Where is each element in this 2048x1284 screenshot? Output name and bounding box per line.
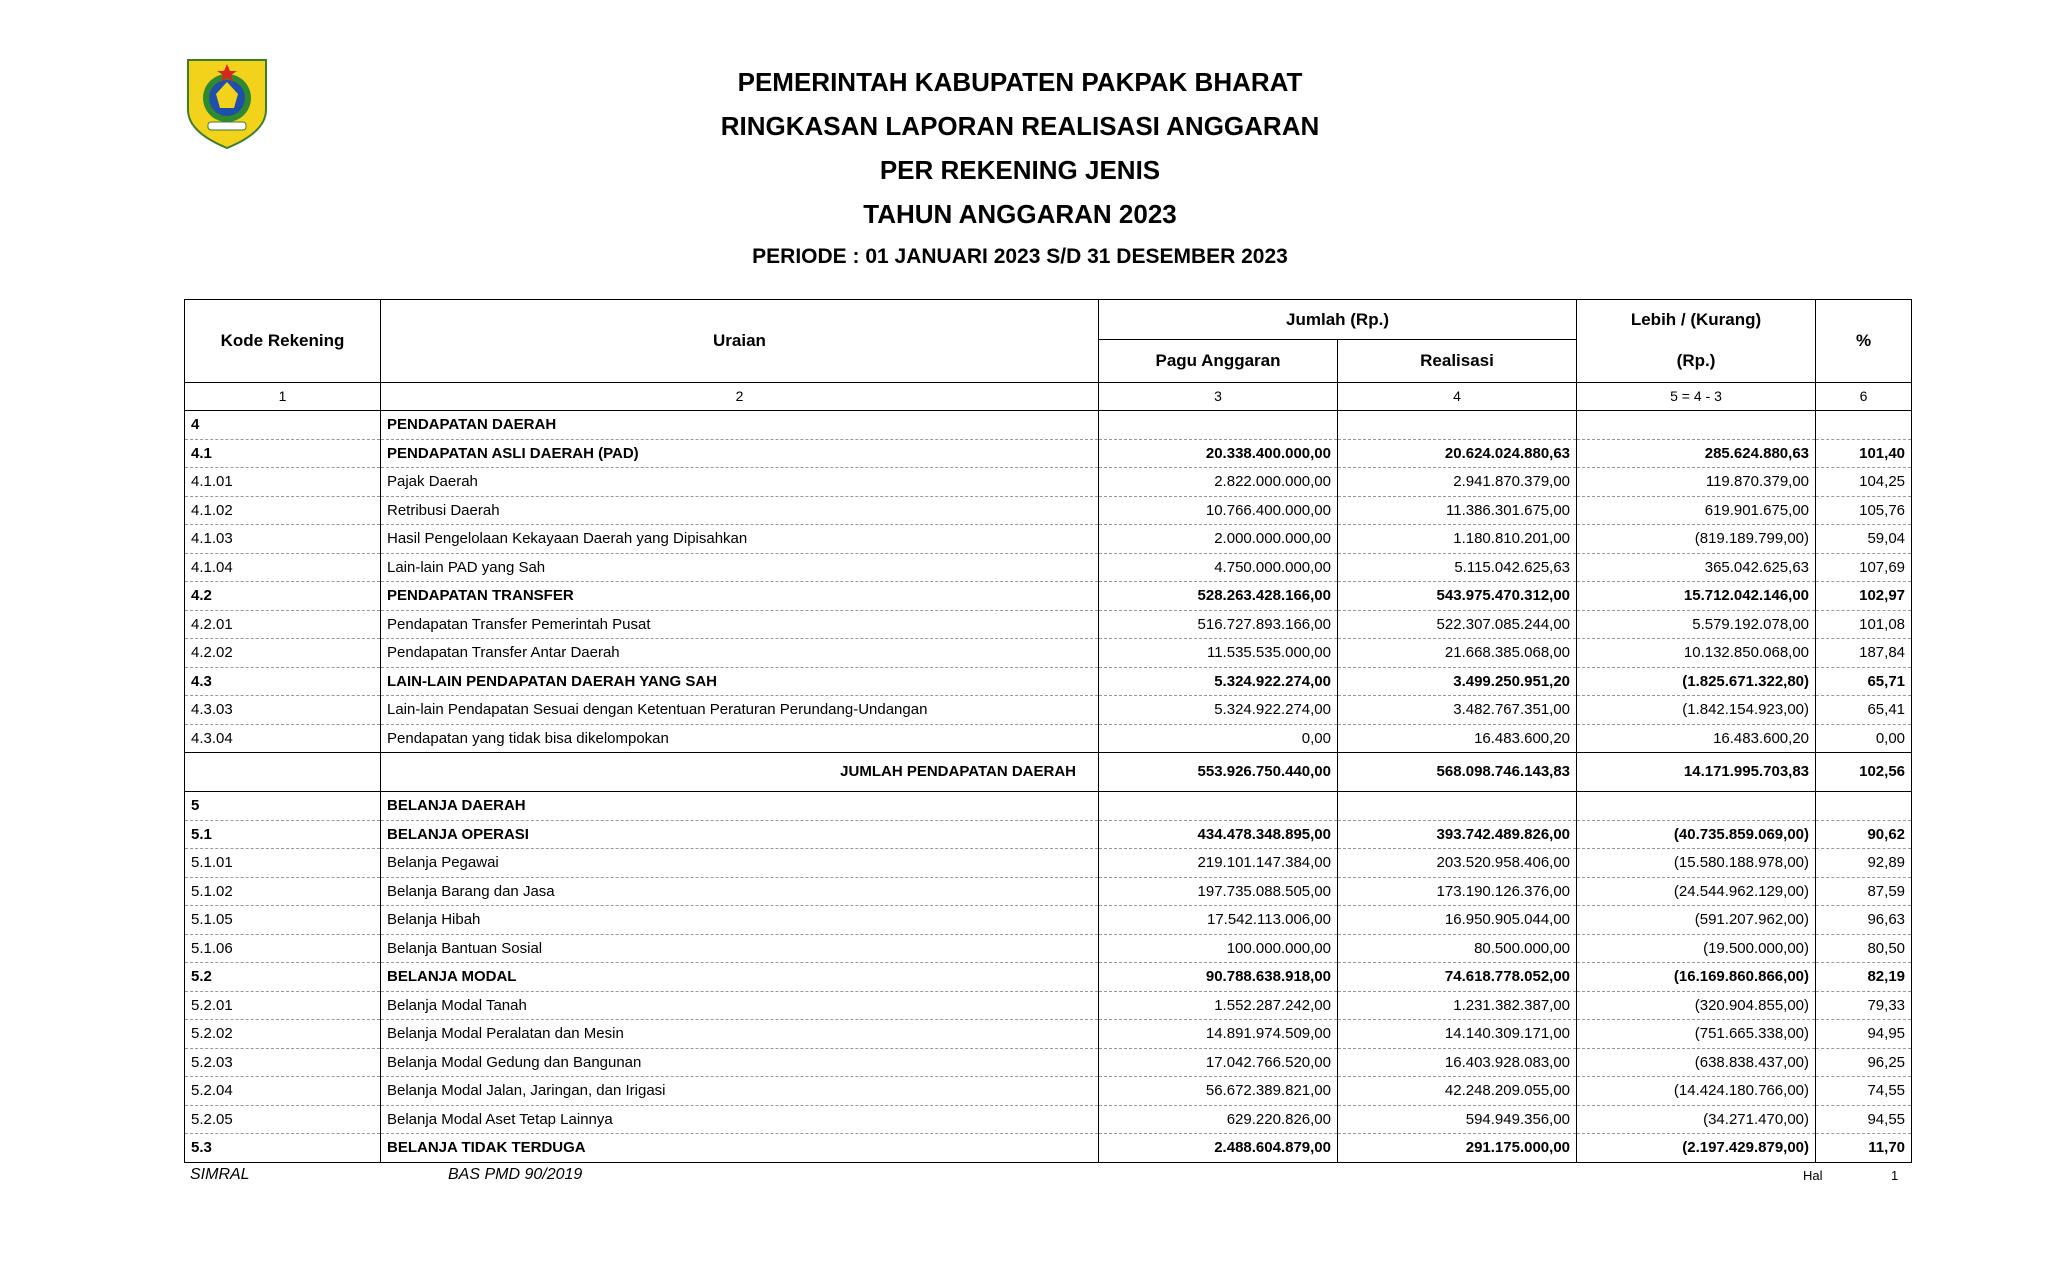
cell-kode: 4.1.02	[185, 496, 381, 525]
cell-kode: 5	[185, 792, 381, 821]
table-row	[185, 877, 1912, 906]
header-pagu-anggaran: Pagu Anggaran	[1099, 340, 1338, 383]
cell-kode: 4.3	[185, 667, 381, 696]
footer-page-label: Hal	[1803, 1168, 1823, 1183]
cell-selisih: (819.189.799,00)	[1577, 525, 1816, 554]
cell-uraian: JUMLAH PENDAPATAN DAERAH	[381, 753, 1099, 792]
cell-pagu: 17.042.766.520,00	[1099, 1048, 1338, 1077]
table-row	[185, 439, 1912, 468]
cell-realisasi: 1.231.382.387,00	[1338, 991, 1577, 1020]
cell-selisih: (2.197.429.879,00)	[1577, 1134, 1816, 1163]
cell-pagu: 90.788.638.918,00	[1099, 963, 1338, 992]
cell-uraian: Belanja Modal Gedung dan Bangunan	[381, 1048, 1099, 1077]
cell-uraian: Pajak Daerah	[381, 468, 1099, 497]
cell-kode: 5.2.02	[185, 1020, 381, 1049]
cell-persen: 11,70	[1816, 1134, 1912, 1163]
cell-uraian: BELANJA TIDAK TERDUGA	[381, 1134, 1099, 1163]
cell-realisasi: 21.668.385.068,00	[1338, 639, 1577, 668]
cell-kode: 5.1.05	[185, 906, 381, 935]
cell-selisih: (16.169.860.866,00)	[1577, 963, 1816, 992]
cell-uraian: PENDAPATAN ASLI DAERAH (PAD)	[381, 439, 1099, 468]
header-rp: (Rp.)	[1577, 340, 1816, 383]
cell-uraian: Belanja Modal Tanah	[381, 991, 1099, 1020]
cell-persen: 96,25	[1816, 1048, 1912, 1077]
colnum-2: 2	[381, 383, 1099, 411]
cell-realisasi: 543.975.470.312,00	[1338, 582, 1577, 611]
cell-selisih: 10.132.850.068,00	[1577, 639, 1816, 668]
total-row	[185, 753, 1912, 792]
cell-selisih: (1.825.671.322,80)	[1577, 667, 1816, 696]
cell-uraian: PENDAPATAN DAERAH	[381, 411, 1099, 440]
cell-uraian: BELANJA MODAL	[381, 963, 1099, 992]
colnum-5: 5 = 4 - 3	[1577, 383, 1816, 411]
cell-persen: 102,97	[1816, 582, 1912, 611]
cell-realisasi: 1.180.810.201,00	[1338, 525, 1577, 554]
cell-pagu: 4.750.000.000,00	[1099, 553, 1338, 582]
cell-realisasi: 2.941.870.379,00	[1338, 468, 1577, 497]
cell-selisih: 619.901.675,00	[1577, 496, 1816, 525]
table-row	[185, 963, 1912, 992]
table-row	[185, 639, 1912, 668]
cell-selisih	[1577, 411, 1816, 440]
cell-realisasi: 80.500.000,00	[1338, 934, 1577, 963]
cell-selisih	[1577, 792, 1816, 821]
cell-uraian: Retribusi Daerah	[381, 496, 1099, 525]
cell-realisasi: 522.307.085.244,00	[1338, 610, 1577, 639]
table-row	[185, 496, 1912, 525]
cell-persen: 94,95	[1816, 1020, 1912, 1049]
cell-pagu: 528.263.428.166,00	[1099, 582, 1338, 611]
table-row	[185, 468, 1912, 497]
cell-pagu: 0,00	[1099, 724, 1338, 753]
cell-uraian: Belanja Barang dan Jasa	[381, 877, 1099, 906]
cell-uraian: LAIN-LAIN PENDAPATAN DAERAH YANG SAH	[381, 667, 1099, 696]
table-body	[185, 411, 1912, 1163]
cell-persen: 59,04	[1816, 525, 1912, 554]
cell-pagu: 2.000.000.000,00	[1099, 525, 1338, 554]
cell-persen: 87,59	[1816, 877, 1912, 906]
cell-persen: 92,89	[1816, 849, 1912, 878]
header-lebih-kurang: Lebih / (Kurang)	[1577, 300, 1816, 340]
cell-pagu: 11.535.535.000,00	[1099, 639, 1338, 668]
cell-persen: 187,84	[1816, 639, 1912, 668]
cell-uraian: Pendapatan Transfer Pemerintah Pusat	[381, 610, 1099, 639]
cell-uraian: Belanja Pegawai	[381, 849, 1099, 878]
cell-realisasi: 594.949.356,00	[1338, 1105, 1577, 1134]
cell-persen: 80,50	[1816, 934, 1912, 963]
table-row	[185, 582, 1912, 611]
table-row	[185, 1134, 1912, 1163]
report-title-fiscal-year: TAHUN ANGGARAN 2023	[863, 199, 1177, 229]
cell-uraian: Hasil Pengelolaan Kekayaan Daerah yang Dipisahkan	[381, 525, 1099, 554]
footer-page-number: 1	[1891, 1168, 1899, 1183]
cell-kode: 5.2.04	[185, 1077, 381, 1106]
cell-uraian: Pendapatan Transfer Antar Daerah	[381, 639, 1099, 668]
cell-pagu: 56.672.389.821,00	[1099, 1077, 1338, 1106]
cell-kode: 4	[185, 411, 381, 440]
footer-regulation: BAS PMD 90/2019	[448, 1166, 583, 1183]
cell-pagu: 10.766.400.000,00	[1099, 496, 1338, 525]
cell-realisasi	[1338, 792, 1577, 821]
cell-realisasi: 16.403.928.083,00	[1338, 1048, 1577, 1077]
budget-realization-table	[184, 299, 1912, 1163]
cell-pagu: 553.926.750.440,00	[1099, 753, 1338, 792]
header-uraian: Uraian	[381, 300, 1099, 383]
cell-pagu: 197.735.088.505,00	[1099, 877, 1338, 906]
cell-kode: 5.2.01	[185, 991, 381, 1020]
table-row	[185, 1048, 1912, 1077]
cell-persen: 105,76	[1816, 496, 1912, 525]
cell-kode: 4.1.04	[185, 553, 381, 582]
cell-selisih: (24.544.962.129,00)	[1577, 877, 1816, 906]
cell-pagu: 14.891.974.509,00	[1099, 1020, 1338, 1049]
table-row	[185, 934, 1912, 963]
cell-kode: 5.1.01	[185, 849, 381, 878]
cell-selisih: (1.842.154.923,00)	[1577, 696, 1816, 725]
report-title-government: PEMERINTAH KABUPATEN PAKPAK BHARAT	[737, 67, 1303, 97]
cell-pagu: 5.324.922.274,00	[1099, 696, 1338, 725]
cell-realisasi: 173.190.126.376,00	[1338, 877, 1577, 906]
report-period: PERIODE : 01 JANUARI 2023 S/D 31 DESEMBER 2023	[752, 245, 1288, 268]
cell-uraian: Lain-lain PAD yang Sah	[381, 553, 1099, 582]
cell-pagu	[1099, 411, 1338, 440]
regency-crest-icon	[186, 58, 268, 150]
cell-kode: 5.3	[185, 1134, 381, 1163]
cell-persen: 101,40	[1816, 439, 1912, 468]
cell-persen: 82,19	[1816, 963, 1912, 992]
cell-selisih: 14.171.995.703,83	[1577, 753, 1816, 792]
cell-uraian: Pendapatan yang tidak bisa dikelompokan	[381, 724, 1099, 753]
cell-realisasi: 16.483.600,20	[1338, 724, 1577, 753]
cell-realisasi: 74.618.778.052,00	[1338, 963, 1577, 992]
cell-persen: 0,00	[1816, 724, 1912, 753]
cell-persen	[1816, 792, 1912, 821]
cell-persen: 90,62	[1816, 820, 1912, 849]
table-row	[185, 696, 1912, 725]
cell-uraian: Belanja Modal Aset Tetap Lainnya	[381, 1105, 1099, 1134]
cell-selisih: 16.483.600,20	[1577, 724, 1816, 753]
cell-uraian: Belanja Hibah	[381, 906, 1099, 935]
cell-pagu: 5.324.922.274,00	[1099, 667, 1338, 696]
table-row	[185, 1105, 1912, 1134]
cell-persen: 101,08	[1816, 610, 1912, 639]
cell-kode: 4.3.04	[185, 724, 381, 753]
column-number-row	[185, 383, 1912, 411]
cell-realisasi: 3.499.250.951,20	[1338, 667, 1577, 696]
cell-selisih: (320.904.855,00)	[1577, 991, 1816, 1020]
table-row	[185, 553, 1912, 582]
cell-uraian: BELANJA DAERAH	[381, 792, 1099, 821]
cell-realisasi: 5.115.042.625,63	[1338, 553, 1577, 582]
cell-selisih: (15.580.188.978,00)	[1577, 849, 1816, 878]
header-realisasi: Realisasi	[1338, 340, 1577, 383]
header-persen: %	[1816, 300, 1912, 383]
cell-pagu: 17.542.113.006,00	[1099, 906, 1338, 935]
cell-realisasi: 393.742.489.826,00	[1338, 820, 1577, 849]
cell-pagu: 2.488.604.879,00	[1099, 1134, 1338, 1163]
cell-realisasi: 14.140.309.171,00	[1338, 1020, 1577, 1049]
cell-persen: 79,33	[1816, 991, 1912, 1020]
cell-kode: 5.2.03	[185, 1048, 381, 1077]
table-row	[185, 906, 1912, 935]
cell-kode: 5.1	[185, 820, 381, 849]
table-row	[185, 991, 1912, 1020]
cell-kode: 5.1.02	[185, 877, 381, 906]
cell-persen: 65,71	[1816, 667, 1912, 696]
cell-realisasi: 42.248.209.055,00	[1338, 1077, 1577, 1106]
cell-selisih: 5.579.192.078,00	[1577, 610, 1816, 639]
cell-selisih: (34.271.470,00)	[1577, 1105, 1816, 1134]
table-row	[185, 610, 1912, 639]
colnum-4: 4	[1338, 383, 1577, 411]
colnum-1: 1	[185, 383, 381, 411]
cell-pagu: 434.478.348.895,00	[1099, 820, 1338, 849]
cell-selisih: (591.207.962,00)	[1577, 906, 1816, 935]
table-row	[185, 849, 1912, 878]
footer-system-name: SIMRAL	[190, 1166, 250, 1183]
cell-pagu: 629.220.826,00	[1099, 1105, 1338, 1134]
cell-uraian: Belanja Modal Jalan, Jaringan, dan Irigasi	[381, 1077, 1099, 1106]
cell-persen: 74,55	[1816, 1077, 1912, 1106]
cell-uraian: Lain-lain Pendapatan Sesuai dengan Ketentuan Peraturan Perundang-Undangan	[381, 696, 1099, 725]
colnum-3: 3	[1099, 383, 1338, 411]
cell-kode: 4.2.02	[185, 639, 381, 668]
cell-selisih: 365.042.625,63	[1577, 553, 1816, 582]
cell-pagu: 219.101.147.384,00	[1099, 849, 1338, 878]
cell-realisasi: 568.098.746.143,83	[1338, 753, 1577, 792]
cell-persen: 94,55	[1816, 1105, 1912, 1134]
cell-kode: 4.1	[185, 439, 381, 468]
cell-pagu: 516.727.893.166,00	[1099, 610, 1338, 639]
cell-pagu: 1.552.287.242,00	[1099, 991, 1338, 1020]
cell-realisasi	[1338, 411, 1577, 440]
cell-selisih: 285.624.880,63	[1577, 439, 1816, 468]
cell-persen: 65,41	[1816, 696, 1912, 725]
cell-selisih: (19.500.000,00)	[1577, 934, 1816, 963]
cell-uraian: PENDAPATAN TRANSFER	[381, 582, 1099, 611]
report-title-summary: RINGKASAN LAPORAN REALISASI ANGGARAN	[720, 111, 1320, 141]
cell-pagu	[1099, 792, 1338, 821]
cell-uraian: Belanja Modal Peralatan dan Mesin	[381, 1020, 1099, 1049]
colnum-6: 6	[1816, 383, 1912, 411]
cell-kode: 5.2.05	[185, 1105, 381, 1134]
cell-pagu: 100.000.000,00	[1099, 934, 1338, 963]
cell-kode: 5.1.06	[185, 934, 381, 963]
table-row	[185, 820, 1912, 849]
cell-uraian: Belanja Bantuan Sosial	[381, 934, 1099, 963]
table-row	[185, 724, 1912, 753]
table-row	[185, 525, 1912, 554]
cell-selisih: 15.712.042.146,00	[1577, 582, 1816, 611]
table-row	[185, 792, 1912, 821]
cell-pagu: 20.338.400.000,00	[1099, 439, 1338, 468]
table-row	[185, 1020, 1912, 1049]
cell-persen: 107,69	[1816, 553, 1912, 582]
cell-selisih: (14.424.180.766,00)	[1577, 1077, 1816, 1106]
cell-selisih: (40.735.859.069,00)	[1577, 820, 1816, 849]
cell-selisih: (638.838.437,00)	[1577, 1048, 1816, 1077]
table-row	[185, 1077, 1912, 1106]
header-jumlah: Jumlah (Rp.)	[1099, 300, 1577, 340]
table-row	[185, 667, 1912, 696]
cell-realisasi: 203.520.958.406,00	[1338, 849, 1577, 878]
cell-realisasi: 3.482.767.351,00	[1338, 696, 1577, 725]
cell-realisasi: 11.386.301.675,00	[1338, 496, 1577, 525]
cell-kode: 4.2	[185, 582, 381, 611]
cell-persen: 96,63	[1816, 906, 1912, 935]
cell-kode: 4.2.01	[185, 610, 381, 639]
cell-selisih: 119.870.379,00	[1577, 468, 1816, 497]
cell-persen	[1816, 411, 1912, 440]
report-title-per-account: PER REKENING JENIS	[879, 155, 1161, 185]
cell-realisasi: 291.175.000,00	[1338, 1134, 1577, 1163]
cell-kode: 4.1.01	[185, 468, 381, 497]
cell-pagu: 2.822.000.000,00	[1099, 468, 1338, 497]
cell-kode: 4.3.03	[185, 696, 381, 725]
cell-kode: 5.2	[185, 963, 381, 992]
cell-kode	[185, 753, 381, 792]
cell-realisasi: 20.624.024.880,63	[1338, 439, 1577, 468]
table-row	[185, 411, 1912, 440]
cell-selisih: (751.665.338,00)	[1577, 1020, 1816, 1049]
cell-persen: 104,25	[1816, 468, 1912, 497]
cell-kode: 4.1.03	[185, 525, 381, 554]
header-kode-rekening: Kode Rekening	[185, 300, 381, 383]
cell-uraian: BELANJA OPERASI	[381, 820, 1099, 849]
cell-persen: 102,56	[1816, 753, 1912, 792]
cell-realisasi: 16.950.905.044,00	[1338, 906, 1577, 935]
